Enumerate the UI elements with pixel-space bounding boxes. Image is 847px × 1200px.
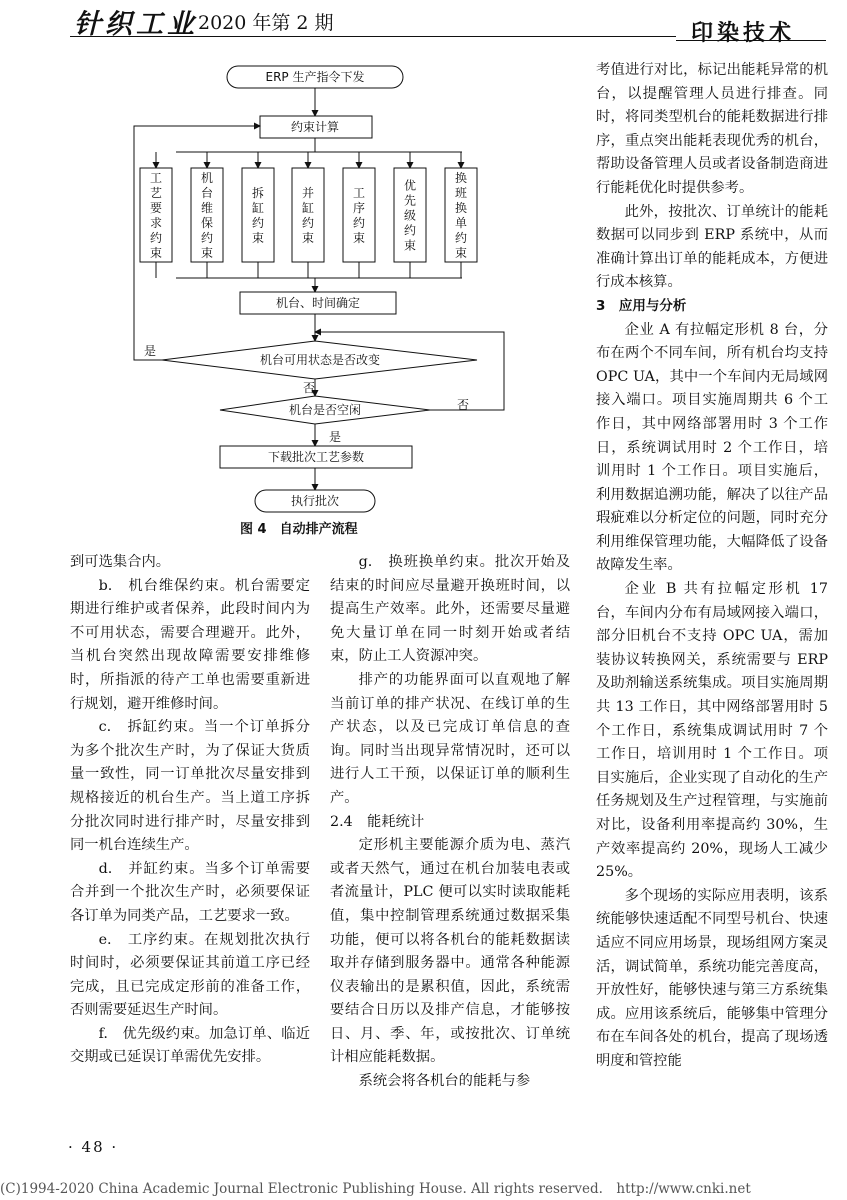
constraint-label-char: 艺 (149, 186, 163, 200)
constraint-label-char: 约 (149, 231, 163, 245)
paragraph: c. 拆缸约束。当一个订单拆分为多个批次生产时，为了保证大货质量一致性，同一订单批次尽量安排到规格接近的机台生产。当上道工序拆分批次同时进行排产时，尽量安排到同一机台连续生产。 (70, 719, 310, 854)
constraint-box (242, 168, 274, 262)
constraint-label-char: 束 (352, 231, 366, 245)
constraint-box (343, 168, 375, 262)
paragraph: 定形机主要能源介质为电、蒸汽或者天然气，通过在机台加装电表或者流量计，PLC 便可以实时读取能耗值，集中控制管理系统通过数据采集功能，便可以将各机台的能耗数据读取并存储到服务器中。通常各种能源仪表输出的是累积值，因此，系统需要结合日历以及排产信息，才能够按日、月、季、年，或按批次、订单统计相应能耗数据。 (330, 837, 570, 1066)
figure-caption: 图 4 自动排产流程 (240, 522, 358, 537)
constraint-label-char: 单 (454, 216, 468, 230)
flow-no1-label: 否 (302, 381, 316, 395)
paragraph: 排产的功能界面可以直观地了解当前订单的排产状况、在线订单的生产状态，以及已完成订单信息的查询。同时当出现异常情况时，还可以进行人工干预，以保证订单的顺利生产。 (330, 671, 570, 806)
paragraph: d. 并缸约束。当多个订单需要合并到一个批次生产时，必须要保证各订单为同类产品，工艺要求一致。 (70, 860, 310, 924)
paragraph: 到可选集合内。 (70, 554, 171, 570)
paragraph: f. 优先级约束。加急订单、临近交期或已延误订单需优先安排。 (70, 1025, 310, 1066)
header-rule-right (676, 40, 826, 41)
constraint-label-char: 约 (200, 231, 214, 245)
constraint-label-char: 束 (149, 246, 163, 260)
flow-no2-label: 否 (456, 398, 470, 412)
paragraph: 此外，按批次、订单统计的能耗数据可以同步到 ERP 系统中，从而准确计算出订单的能耗成本，方便进行成本核算。 (596, 203, 828, 291)
constraint-label-char: 先 (403, 193, 417, 208)
section-title: 印染技术 (691, 20, 796, 46)
constraint-box (292, 168, 324, 262)
flow-calc-label: 约束计算 (290, 120, 340, 134)
constraint-label-char: 级 (403, 208, 417, 223)
text-column-left (70, 551, 310, 1070)
constraint-label-char: 拆 (251, 186, 265, 200)
constraint-label-char: 束 (403, 238, 417, 253)
constraint-label-char: 工 (352, 186, 366, 200)
text-column-middle (330, 551, 570, 1094)
paragraph: 企业 B 共有拉幅定形机 17 台，车间内分布有局域网接入端口，部分旧机台不支持 OPC UA，需加装协议转换网关，系统需要与 ERP 及助剂输送系统集成。项目实施周期共 13 工作日，其中网络部署用时 5 个工作日，系统集成调试用时 7 个工作日，培训用时 1 个工作日。项目实施后，企业实现了自动化的生产任务规划及生产过程管理，与实施前对比，设备利用率提高约 30%，生产效率提高约 20%，现场人工减少 25%。 (596, 581, 828, 881)
constraint-label-char: 束 (301, 231, 315, 245)
constraint-label-char: 束 (200, 246, 214, 260)
constraint-label-char: 约 (352, 216, 366, 230)
constraint-label-char: 缸 (251, 201, 265, 215)
constraint-label-char: 束 (251, 231, 265, 245)
flow-yes1-label: 是 (143, 344, 157, 358)
constraint-label-char: 机 (200, 171, 214, 185)
copyright-footer: (C)1994-2020 China Academic Journal Electronic Publishing House. All rights reserved. http://www.cnki.net (0, 1181, 751, 1197)
paragraph: b. 机台维保约束。机台需要定期进行维护或者保养，此段时间内为不可用状态，需要合理避开。此外，当机台突然出现故障需要安排维修时，所指派的待产工单也需要重新进行规划，避开维修时间。 (70, 577, 310, 712)
constraint-label-char: 维 (200, 201, 214, 215)
constraint-label-char: 要 (149, 201, 163, 215)
flowchart (110, 58, 570, 528)
journal-logo: 针织工业 (74, 9, 198, 40)
constraint-label-char: 换 (454, 171, 468, 185)
paragraph: 考值进行对比，标记出能耗异常的机台，以提醒管理人员进行排查。同时，将同类型机台的能耗数据进行排序，重点突出能耗表现优秀的机台，帮助设备管理人员或者设备制造商进行能耗优化时提供参考。 (596, 62, 828, 196)
section-heading: 2.4 能耗统计 (330, 813, 425, 830)
paragraph: 多个现场的实际应用表明，该系统能够快速适配不同型号机台、快速适应不同应用场景，现场组网方案灵活，调试简单，系统功能完善度高，开放性好，能够快速与第三方系统集成。应用该系统后，能够集中管理分布在车间各处的机台，提高了现场透明度和管控能 (596, 887, 828, 1069)
text-column-right (596, 59, 828, 1074)
constraint-label-char: 优 (403, 178, 417, 193)
flow-start-label: ERP 生产指令下发 (265, 70, 365, 84)
section-heading: 3 应用与分析 (596, 297, 687, 314)
constraint-label-char: 约 (251, 216, 265, 230)
header-rule (70, 36, 676, 37)
paragraph: g. 换班换单约束。批次开始及结束的时间应尽量避开换班时间，以提高生产效率。此外，还需要尽量避免大量订单在同一时刻开始或者结束，防止工人资源冲突。 (330, 554, 570, 665)
constraint-label-char: 保 (200, 216, 214, 230)
flow-end-label: 执行批次 (290, 494, 340, 508)
paragraph: e. 工序约束。在规划批次执行时间时，必须要保证其前道工序已经完成，且已完成定形前的准备工作，否则需要延迟生产时间。 (70, 931, 310, 1019)
constraint-label-char: 台 (200, 186, 214, 200)
constraint-label-char: 约 (403, 223, 417, 238)
constraint-label-char: 班 (454, 186, 468, 200)
flow-assign-label: 机台、时间确定 (275, 296, 361, 310)
constraint-label-char: 缸 (301, 201, 315, 215)
constraint-label-char: 序 (352, 201, 366, 215)
paragraph: 系统会将各机台的能耗与参 (358, 1073, 531, 1090)
constraint-label-char: 工 (149, 171, 163, 185)
page-number: · 48 · (68, 1138, 119, 1156)
constraint-label-char: 约 (301, 216, 315, 230)
constraint-label-char: 约 (454, 231, 468, 245)
flow-yes2-label: 是 (328, 430, 342, 444)
flow-download-label: 下载批次工艺参数 (267, 450, 365, 464)
paragraph: 企业 A 有拉幅定形机 8 台，分布在两个不同车间，所有机台均支持 OPC UA，其中一个车间内无局域网接入端口。项目实施周期共 6 个工作日，其中网络部署用时 3 个工作日，系统调试用时 2 个工作日，培训用时 1 个工作日。项目实施后，利用数据追溯功能，解决了以往产品瑕疵难以分析定位的问题，同时充分利用维保管理功能，大幅降低了设备故障发生率。 (596, 321, 828, 574)
constraint-label-char: 换 (454, 201, 468, 215)
constraint-label-char: 束 (454, 246, 468, 260)
constraint-label-char: 并 (301, 186, 315, 200)
issue-label: 2020 年第 2 期 (198, 12, 334, 34)
flow-decision2-label: 机台是否空闲 (288, 403, 362, 417)
flow-decision1-label: 机台可用状态是否改变 (259, 353, 381, 367)
constraint-label-char: 求 (149, 216, 163, 230)
